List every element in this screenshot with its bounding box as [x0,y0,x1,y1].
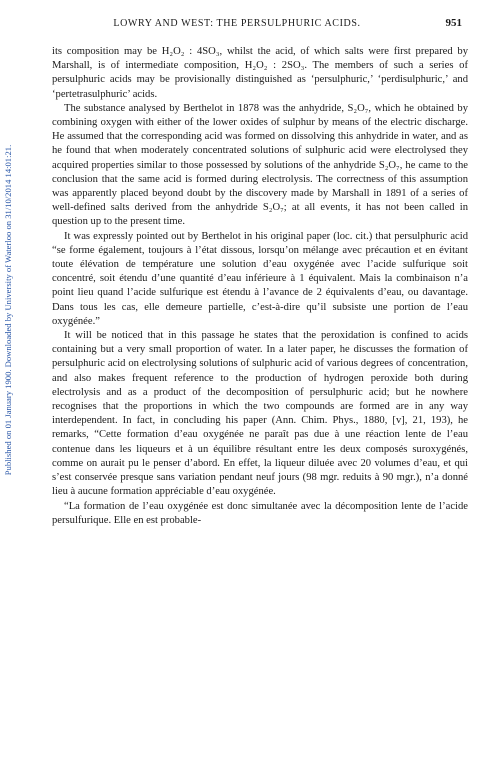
download-watermark [0,60,16,560]
paragraph: “La formation de l’eau oxygénée est donc simultanée avec la décomposition lente de l’acide persulfurique. Elle en est probable- [52,500,468,526]
page-header [52,18,462,34]
page-number: 951 [445,17,462,29]
running-head: LOWRY AND WEST: THE PERSULPHURIC ACIDS. [113,18,361,29]
paragraph: It was expressly pointed out by Berthelot in his original paper (loc. cit.) that persulphuric acid “se forme également, toujours à l’état dissous, lorsqu’on mélange avec précaution et en évitant toute élévation de température une solution d’eau oxygénée avec l’acide sulfurique soit concentré, soit étendu d’une quantité d’eau inférieure à 1 équivalent. Mais la combinaison n’a point lieu quand l’acide sulfurique est étendu à l’avance de 2 équivalents d’eau, ou davantage. Dans tous les cas, elle demeure partielle, c’est-à-dire qu’il subsiste une portion de l’eau oxygénée.” [52,230,468,327]
paragraph: It will be noticed that in this passage he states that the peroxidation is confined to acids containing but a very small proportion of water. In a later paper, he discusses the formation of persulphuric acid on electrolysing solutions of sulphuric acid of various degrees of concentration, and also makes frequent reference to the production of hydrogen peroxide both during electrolysis and as a product of the decomposition of persulphuric acid; but he nowhere recognises that the proportions in which the two compounds are formed are in any way interdependent. In fact, in concluding his paper (Ann. Chim. Phys., 1880, [v], 21, 193), he remarks, “Cette formation d’eau oxygénée ne paraît pas due à une réaction lente de l’eau contenue dans les liqueurs et à un équilibre résultant entre les deux composés suroxygénés, comme on aurait pu le penser d’abord. En effet, la liqueur diluée avec 20 volumes d’eau, et qui s’est conservée presque sans variation pendant neuf jours (98 mgr. reduits à 90 mgr.), n’a donné lieu à aucune formation appréciable d’eau oxygénée. [52,330,468,498]
paragraph: its composition may be H₂O₂ : 4SO₃, whilst the acid, of which salts were first prepared by Marshall, is of intermediate composition, H₂O₂ : 2SO₃. The members of such a series of persulphuric acids may be provisionally distinguished as ‘persulphuric,’ ‘perdisulphuric,’ and ‘pertetrasulphuric’ acids. [52,46,468,100]
article-body [52,45,468,528]
download-watermark-text: Published on 01 January 1900. Downloaded by University of Waterloo on 31/10/2014 14:01:21. [3,144,13,476]
paragraph: The substance analysed by Berthelot in 1878 was the anhydride, S₂O₇, which he obtained by combining oxygen with either of the lower oxides of sulphur by means of the electric discharge. He assumed that the corresponding acid was formed on dissolving this anhydride in water, and as he found that when moderately concentrated solutions of sulphuric acid were electrolysed they acquired properties similar to those possessed by solutions of the anhydride S₂O₇, he came to the conclusion that the same acid is formed during electrolysis. The correctness of this assumption was apparently placed beyond doubt by the discovery made by Marshall in 1891 of a series of well-defined salts derived from the anhydride S₂O₇; at all events, it has not been called in question up to the present time. [52,102,468,228]
